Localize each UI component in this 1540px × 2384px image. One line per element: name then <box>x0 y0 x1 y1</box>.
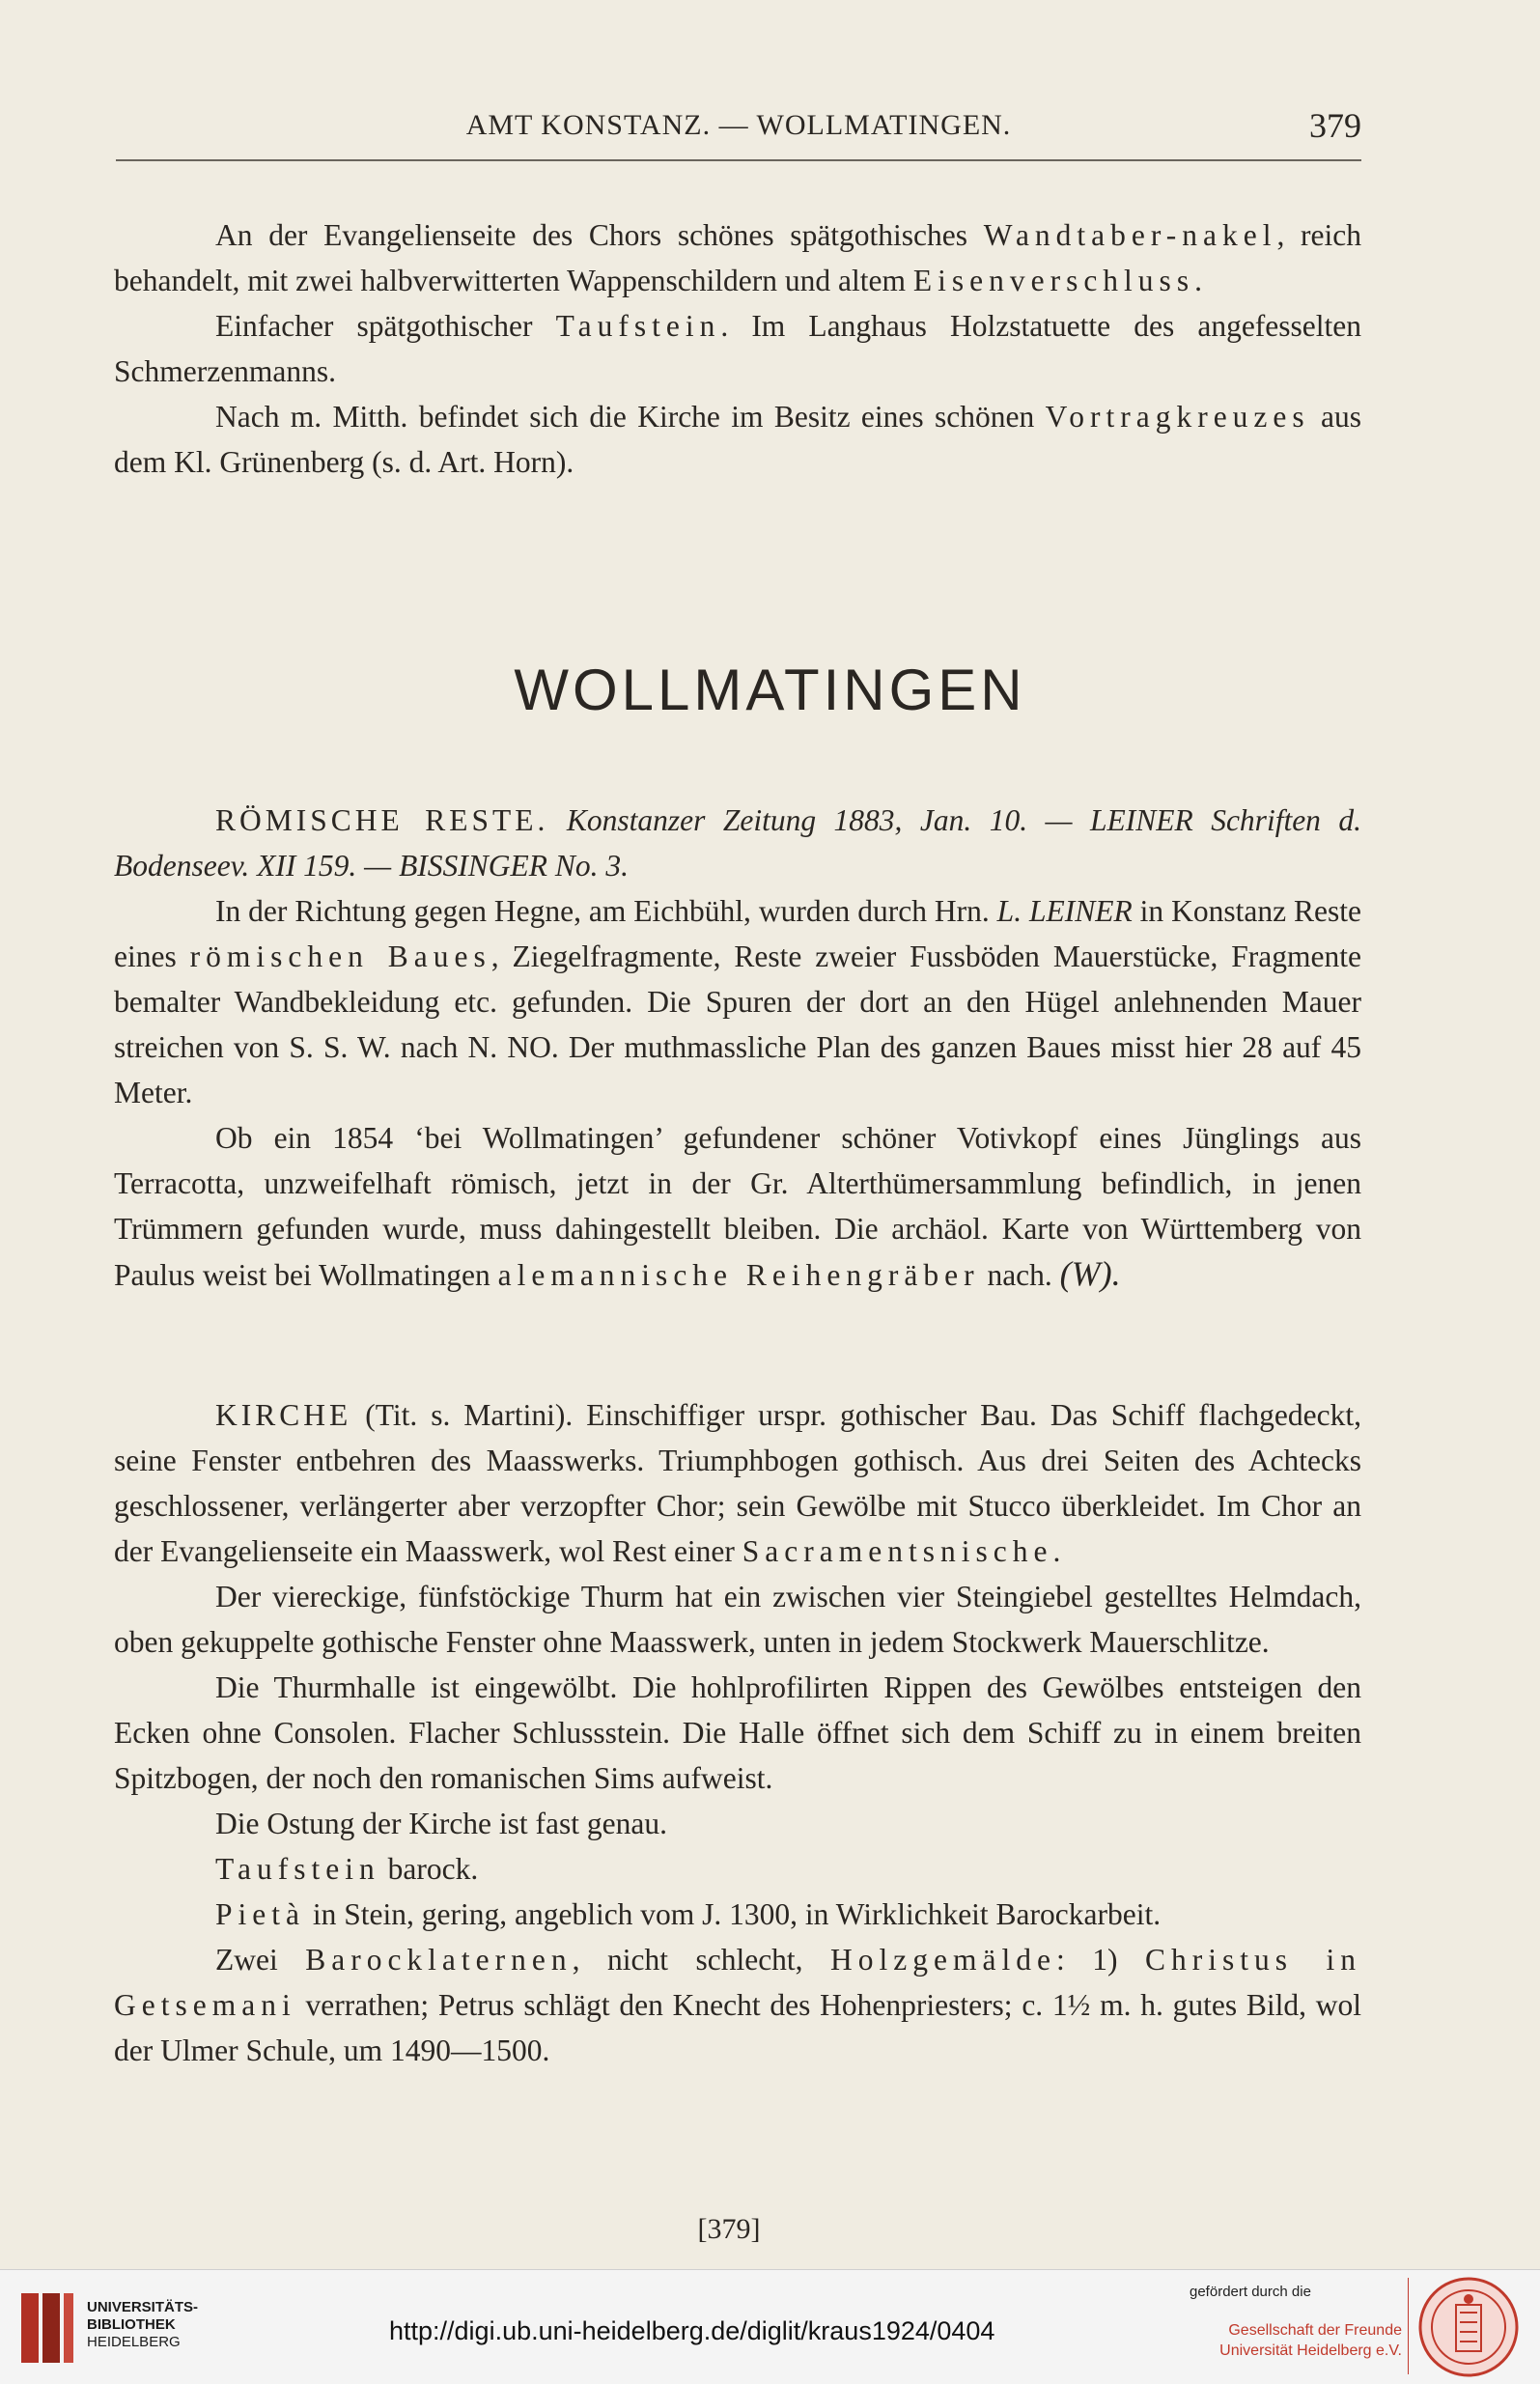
roman-heading: RÖMISCHE RESTE. <box>215 803 549 837</box>
spaced-term: römischen Baues <box>189 940 491 973</box>
text-run: Einfacher spätgothischer <box>215 309 556 343</box>
roman-references: Konstanzer Zeitung 1883, Jan. 10. — LEINER Schriften d. Bodenseev. XII 159. — BISSINGER No. 3. <box>114 803 1362 883</box>
text-run: in Stein, gering, angeblich vom J. 1300, in Wirklichkeit Barockarbeit. <box>305 1897 1162 1931</box>
text-run: . <box>1194 264 1202 297</box>
handwritten-initial: (W). <box>1059 1254 1121 1293</box>
sponsor-name <box>1199 2320 1402 2361</box>
text-run: barock. <box>379 1852 479 1886</box>
sponsor-label: gefördert durch die <box>1190 2284 1311 2300</box>
digitization-footer <box>0 2269 1540 2384</box>
spaced-term: Barocklaternen <box>305 1943 573 1977</box>
library-line-2: BIBLIOTHEK <box>87 2316 176 2333</box>
permalink-url[interactable]: http://digi.ub.uni-heidelberg.de/diglit/kraus1924/0404 <box>389 2316 995 2345</box>
church-paragraph-4: Die Ostung der Kirche ist fast genau. <box>215 1807 667 1840</box>
spaced-term: Vortragkreuzes <box>1045 400 1310 434</box>
library-logo-icon <box>14 2287 81 2369</box>
spaced-term: Wandtaber-nakel <box>983 218 1277 252</box>
spaced-term: alemannische Reihengräber <box>497 1258 980 1292</box>
church-paragraph-7 <box>114 1937 1361 2073</box>
roman-paragraph-2 <box>114 1115 1361 1298</box>
spaced-term: Holzgemälde <box>830 1943 1056 1977</box>
running-title: AMT KONSTANZ. — WOLLMATINGEN. <box>465 109 1012 141</box>
church-paragraph-6 <box>114 1892 1361 1937</box>
text-run: in Konstanz Reste eines <box>114 894 1361 973</box>
spaced-term: Taufstein <box>215 1852 380 1886</box>
running-header <box>116 101 1361 161</box>
sponsor-line-2: Universität Heidelberg e.V. <box>1219 2342 1402 2359</box>
text-run: Zwei <box>215 1943 306 1977</box>
church-paragraph-5 <box>114 1846 1361 1892</box>
text-run: Nach m. Mitth. befindet sich die Kirche im Besitz eines schönen <box>215 400 1046 434</box>
library-line-3: HEIDELBERG <box>87 2334 181 2350</box>
church-section <box>114 1392 1361 2073</box>
section-title: WOLLMATINGEN <box>514 658 1026 722</box>
text-run: , Ziegelfragmente, Reste zweier Fussböden Mauerstücke, Fragmente bemalter Wandbekleidung etc. gefunden. Die Spuren der dort an den Hügel anlehnenden Mauer streichen von S. S. W. nach N. NO. Der muthmassliche Plan des ganzen Baues misst hier 28 auf 45 Meter. <box>114 940 1361 1109</box>
text-run: In der Richtung gegen Hegne, am Eichbühl, wurden durch Hrn. <box>215 894 997 928</box>
library-name <box>87 2299 198 2351</box>
text-run: aus dem Kl. Grünenberg (s. d. Art. Horn). <box>114 400 1361 479</box>
roman-section <box>114 798 1361 1298</box>
intro-paragraph-3 <box>114 394 1361 485</box>
roman-heading-line <box>114 798 1361 888</box>
library-line-1: UNIVERSITÄTS- <box>87 2299 199 2315</box>
bracketed-page-marker: [379] <box>697 2213 761 2245</box>
text-run: verrathen; Petrus schlägt den Knecht des Hohenpriesters; c. 1½ m. h. gutes Bild, wol der Ulmer Schule, um 1490—1500. <box>114 1988 1361 2067</box>
intro-section <box>114 212 1361 485</box>
church-heading: KIRCHE <box>215 1398 352 1432</box>
spaced-term: Pietà <box>215 1897 305 1931</box>
page-number: 379 <box>1309 106 1361 145</box>
author-name: L. LEINER <box>996 894 1133 928</box>
text-run: (Tit. s. Martini). Einschiffiger urspr. gothischer Bau. Das Schiff flachgedeckt, seine Fenster entbehren des Maasswerks. Triumphbogen gothisch. Aus drei Seiten des Achtecks geschlossener, verlängerter aber verzopfter Chor; sein Gewölbe mit Stucco überkleidet. Im Chor an der Evangelienseite ein Maasswerk, wol Rest einer <box>114 1398 1361 1568</box>
intro-paragraph-1 <box>114 212 1361 303</box>
university-seal-icon <box>1417 2276 1520 2378</box>
divider <box>1408 2278 1409 2374</box>
text-run: . <box>1052 1534 1061 1568</box>
text-run: , reich behandelt, mit zwei halbverwitterten Wappenschildern und altem <box>114 218 1361 297</box>
intro-paragraph-2 <box>114 303 1361 394</box>
spaced-term: Christus in Getsemani <box>114 1943 1361 2022</box>
church-paragraph-2: Der viereckige, fünfstöckige Thurm hat ein zwischen vier Steingiebel gestelltes Helmdach, oben gekuppelte gothische Fenster ohne Maasswerk, unten in jedem Stockwerk Mauerschlitze. <box>114 1580 1361 1659</box>
sponsor-line-1: Gesellschaft der Freunde <box>1228 2322 1402 2339</box>
text-run: An der Evangelienseite des Chors schönes spätgothisches <box>215 218 984 252</box>
roman-paragraph-1 <box>114 888 1361 1115</box>
spaced-term: Sacramentsnische <box>742 1534 1053 1568</box>
text-run: : 1) <box>1055 1943 1145 1977</box>
spaced-term: Eisenverschluss <box>912 264 1195 297</box>
text-run: . Im Langhaus Holzstatuette des angefesselten Schmerzenmanns. <box>114 309 1361 388</box>
church-paragraph-3: Die Thurmhalle ist eingewölbt. Die hohlprofilirten Rippen des Gewölbes entsteigen den Ecken ohne Consolen. Flacher Schlussstein. Die Halle öffnet sich dem Schiff zu in einem breiten Spitzbogen, der noch den romanischen Sims aufweist. <box>114 1670 1361 1795</box>
text-run: Ob ein 1854 ‘bei Wollmatingen’ gefundener schöner Votivkopf eines Jünglings aus Terracotta, unzweifelhaft römisch, jetzt in der Gr. Alterthümersammlung befindlich, in jenen Trümmern gefunden wurde, muss dahingestellt bleiben. Die archäol. Karte von Württemberg von Paulus weist bei Wollmatingen <box>114 1121 1361 1292</box>
text-run: nach. <box>979 1258 1060 1292</box>
spaced-term: Taufstein <box>555 309 721 343</box>
church-paragraph-1 <box>114 1392 1361 1574</box>
text-run: , nicht schlecht, <box>572 1943 831 1977</box>
